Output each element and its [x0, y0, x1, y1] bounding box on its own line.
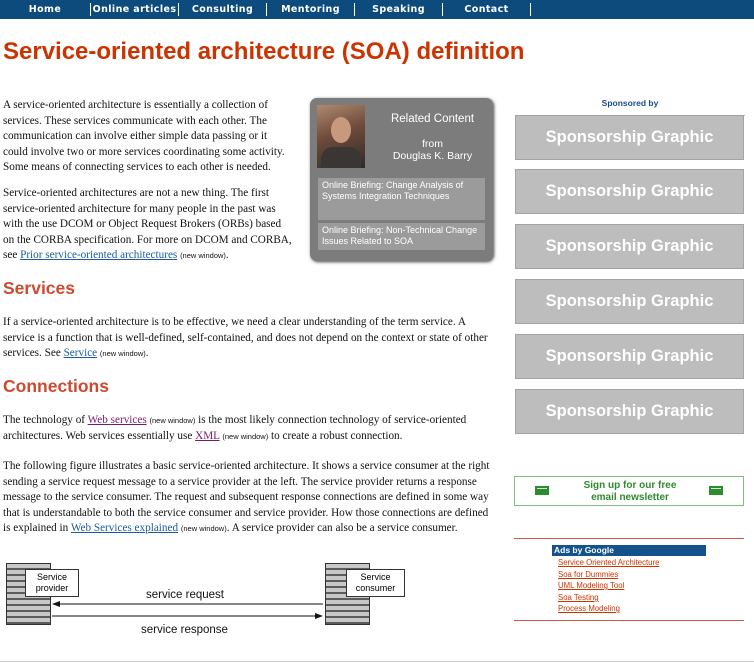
services-heading: Services	[3, 278, 76, 298]
related-content-author	[375, 138, 490, 162]
nav-contact[interactable]: Contact	[464, 4, 509, 15]
newsletter-line-2: email newsletter	[591, 491, 669, 503]
intro-paragraph-2	[3, 186, 293, 264]
connections-paragraph-1	[3, 413, 488, 444]
provider-label	[25, 569, 79, 597]
related-content-title: Related Content	[390, 113, 475, 125]
ad-link[interactable]: Service Oriented Architecture	[558, 558, 660, 567]
author-photo	[317, 105, 365, 168]
service-request-label: service request	[146, 589, 224, 601]
web-services-link[interactable]: Web services	[87, 414, 147, 426]
sponsorship-graphic[interactable]: Sponsorship Graphic	[515, 389, 744, 434]
connections-paragraph-2	[3, 459, 493, 537]
response-arrowhead	[315, 613, 323, 619]
service-link[interactable]: Service	[63, 347, 98, 360]
nav-home[interactable]: Home	[28, 4, 62, 15]
sponsorship-graphic[interactable]: Sponsorship Graphic	[515, 169, 744, 214]
envelope-icon	[709, 486, 723, 495]
prior-soa-link[interactable]: Prior service-oriented architectures	[20, 249, 178, 262]
author-name: Douglas K. Barry	[392, 150, 473, 162]
ads-by-google-heading[interactable]: Ads by Google	[552, 545, 706, 556]
consumer-label-line1: Service	[360, 572, 391, 582]
nav-mentoring[interactable]: Mentoring	[281, 4, 340, 15]
consumer-label-line2: consumer	[355, 583, 396, 593]
sponsorship-graphic[interactable]: Sponsorship Graphic	[515, 334, 744, 379]
new-window-note: (new window)	[180, 251, 226, 261]
related-content-box	[310, 98, 493, 261]
ad-link[interactable]: Soa Testing	[558, 593, 599, 602]
ad-link[interactable]: Soa for Dummies	[558, 570, 619, 579]
services-text: If a service-oriented architecture is to be effective, we need a clear understanding of the term service. A service is a function that is well-defined, self-contained, and does not depend on the context or state of other services. See	[3, 316, 488, 360]
consumer-label	[346, 569, 405, 597]
connections-heading: Connections	[3, 376, 109, 396]
xml-link[interactable]: XML	[195, 429, 220, 442]
connections-text-a: The technology of	[3, 414, 88, 426]
ads-bottom-divider	[514, 620, 744, 621]
provider-label-line1: Service	[36, 572, 67, 582]
connections-text-b: is the most likely connection technology of service-oriented architectures. Web services essentially use	[3, 414, 467, 442]
intro-paragraph-2-text: Service-oriented architectures are not a new thing. The first service-oriented architecture for many people in the past was with the use DCOM or Object Request Brokers (ORBs) based on the CORBA specification. For more on DCOM and CORBA, see	[3, 187, 292, 262]
nav-consulting[interactable]: Consulting	[191, 4, 254, 15]
service-response-label: service response	[141, 624, 228, 636]
newsletter-signup-button[interactable]	[514, 476, 744, 506]
services-paragraph	[3, 315, 488, 362]
connections-text-e: . A service provider can also be a service consumer.	[226, 522, 458, 535]
new-window-note: (new window)	[180, 524, 227, 534]
nav-speaking[interactable]: Speaking	[372, 4, 425, 15]
sponsored-by-label: Sponsored by	[601, 98, 659, 108]
new-window-note: (new window)	[149, 416, 196, 425]
related-link-2[interactable]: Online Briefing: Non-Technical Change Issues Related to SOA	[318, 223, 485, 250]
period: .	[145, 347, 149, 360]
author-body	[321, 147, 361, 168]
envelope-icon	[535, 486, 549, 495]
nav-online-articles[interactable]: Online articles	[92, 4, 177, 15]
provider-label-line2: provider	[35, 583, 69, 593]
web-services-explained-link[interactable]: Web Services explained	[70, 522, 179, 535]
period: .	[225, 249, 229, 262]
connections-text-d: The following figure illustrates a basic service-oriented architecture. It shows a service consumer at the right sending a service request message to a service provider at the left. The service provider returns a response message to the service consumer. The request and subsequent response connections are defined in some way that is understandable to both the service consumer and service provider. How those connections are defined is explained in	[3, 460, 490, 535]
new-window-note: (new window)	[99, 349, 146, 359]
intro-paragraph-1: A service-oriented architecture is essentially a collection of services. These services communicate with each other. The communication can involve either simple data passing or it could involve two or more services coordinating some activity. Some means of connecting services to each other is needed.	[3, 99, 285, 174]
ads-top-divider	[514, 538, 744, 539]
top-nav	[0, 0, 754, 19]
new-window-note: (new window)	[222, 431, 269, 441]
from-label: from	[422, 138, 443, 150]
newsletter-text	[555, 480, 705, 503]
page-bottom-border	[0, 661, 754, 662]
ad-link[interactable]: UML Modeling Tool	[558, 581, 625, 590]
related-link-1[interactable]: Online Briefing: Change Analysis of Systems Integration Techniques	[318, 178, 485, 220]
sponsorship-graphic[interactable]: Sponsorship Graphic	[515, 279, 744, 324]
author-face	[331, 117, 351, 143]
connections-text-c: to create a robust connection.	[268, 429, 403, 442]
sponsorship-graphic[interactable]: Sponsorship Graphic	[515, 224, 744, 269]
sponsorship-graphic[interactable]: Sponsorship Graphic	[515, 115, 744, 160]
page-title: Service-oriented architecture (SOA) definition	[3, 38, 525, 65]
newsletter-line-1: Sign up for our free	[583, 480, 677, 491]
ad-link[interactable]: Process Modeling	[558, 604, 620, 613]
request-arrowhead	[52, 601, 60, 607]
nav-separator	[530, 3, 531, 16]
